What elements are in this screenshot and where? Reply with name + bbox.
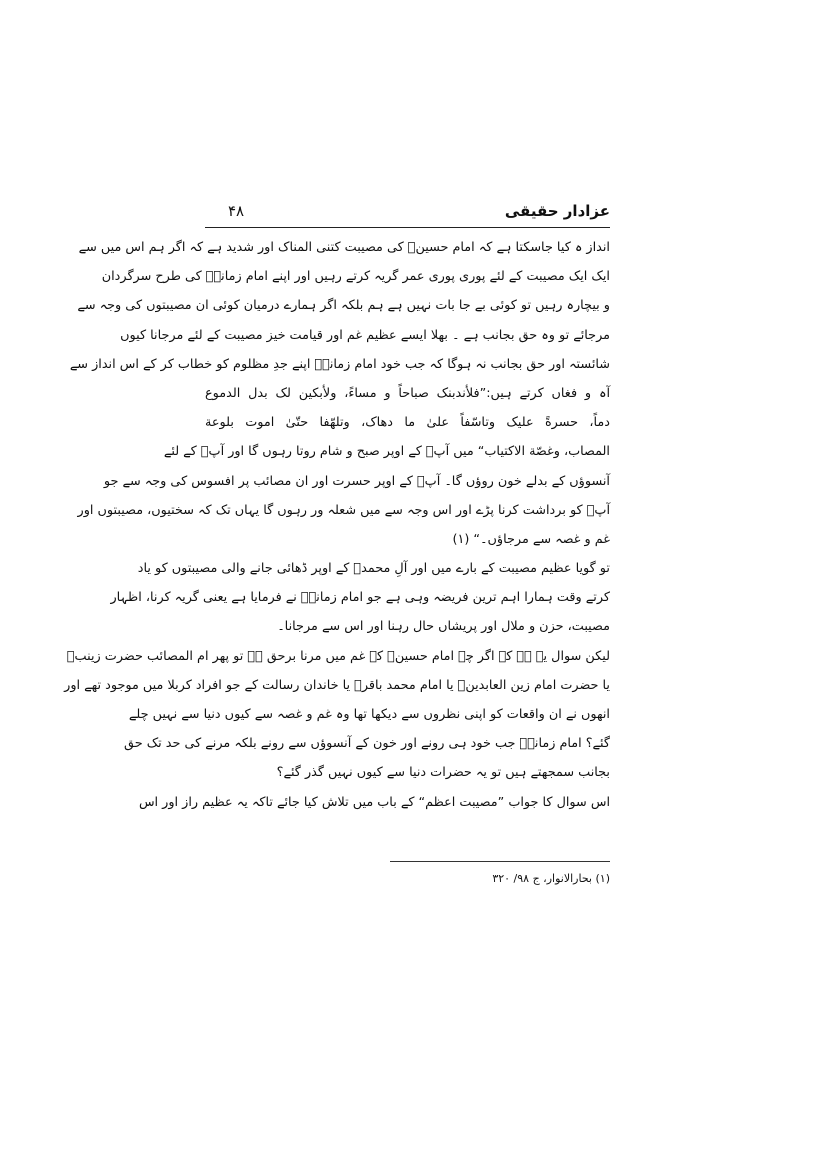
text-line: آپؑ کو برداشت کرنا پڑے اور اس وجہ سے میں شعلہ ور رہوں گا یہاں تک کہ سختیوں، مصیبتوں اور [77,502,610,518]
text-line: بجانب سمجھتے ہیں تو یہ حضرات دنیا سے کیوں نہیں گذر گئے؟ [276,765,610,781]
text-line: مرجائے تو وہ حق بجانب ہے ۔ بھلا ایسے عظیم غم اور قیامت خیز مصیبت کے لئے مرجانا کیوں [120,327,610,343]
text-line: شائستہ اور حق بجانب نہ ہوگا کہ جب خود امام زمانہؑ اپنے جدِ مظلوم کو خطاب کر کے اس انداز سے [69,356,610,372]
text-line: تو گویا عظیم مصیبت کے بارے میں اور آلِ محمدؐ کے اوپر ڈھائی جانے والی مصیبتوں کو یاد [137,561,610,577]
text-line: گئے؟ امام زمانہؑ جب خود ہی رونے اور خون کے آنسوؤں سے رونے بلکہ مرنے کی حد تک حق [124,736,610,752]
text-line: کرتے وقت ہمارا اہم ترین فریضہ وہی ہے جو امام زمانہؑ نے فرمایا ہے یعنی گریہ کرنا، اظہار [110,590,610,606]
text-line: آنسوؤں کے بدلے خون روؤں گا۔ آپؑ کے اوپر حسرت اور ان مصائب پر افسوس کی وجہ سے جو [103,473,610,489]
text-line: اس سوال کا جواب ”مصیبت اعظم“ کے باب میں تلاش کیا جائے تاکہ یہ عظیم راز اور اس [138,794,610,810]
text-line: المصاب، وغصّة الاکتیاب“ میں آپؑ کے اوپر صبح و شام روتا رہوں گا اور آپؑ کے لئے [163,444,610,460]
body-text [64,233,610,817]
text-line: مصیبت، حزن و ملال اور پریشاں حال رہنا اور اس سے مرجانا۔ [277,619,610,635]
page-number: ۴۸ [228,202,245,220]
text-line: ایک ایک مصیبت کے لئے پوری پوری عمر گریہ کرتے رہیں اور اپنے امام زمانہؑ کی طرح سرگردان [101,269,610,285]
text-line: غم و غصہ سے مرجاؤں۔“ (۱) [452,531,610,547]
text-line: انداز ہ کیا جاسکتا ہے کہ امام حسینؑ کی مصیبت کتنی المناک اور شدید ہے کہ اگر ہم اس میں سے [78,240,610,255]
page-header [205,197,610,228]
book-title: عزادار حقیقی [504,202,610,220]
text-line: و بیچارہ رہیں تو کوئی بے جا بات نہیں ہے ہم بلکہ اگر ہمارے درمیان کوئی ان مصیبتوں کی وجہ سے [77,298,610,314]
text-line: لیکن سوال یہ ہے کہ اگر چہ امام حسینؑ کے غم میں مرنا برحق ہے تو پھر ام المصائب حضرت زینبؑ [66,648,610,664]
text-line: دماً، حسرةً علیک وتاسّفاً علیٰ ما دھاک، وتلھّفا حتّیٰ اموت بلوعة [205,415,610,431]
text-line: آہ و فغاں کرتے ہیں:”فلأندبنک صباحاً و مساءً، ولأبکین لک بدل الدموع [205,385,610,401]
text-line: یا حضرت امام زین العابدینؑ یا امام محمد باقرؑ یا خاندان رسالت کے جو افراد کربلا میں موجود تھے اور [64,677,610,693]
footnote: (۱) بحارالانوار، ج ۹۸/ ۳۲۰ [492,872,610,885]
footnote-divider [390,861,610,862]
text-line: انھوں نے ان واقعات کو اپنی نظروں سے دیکھا تھا وہ غم و غصہ سے کیوں دنیا سے نہیں چلے [128,707,610,722]
